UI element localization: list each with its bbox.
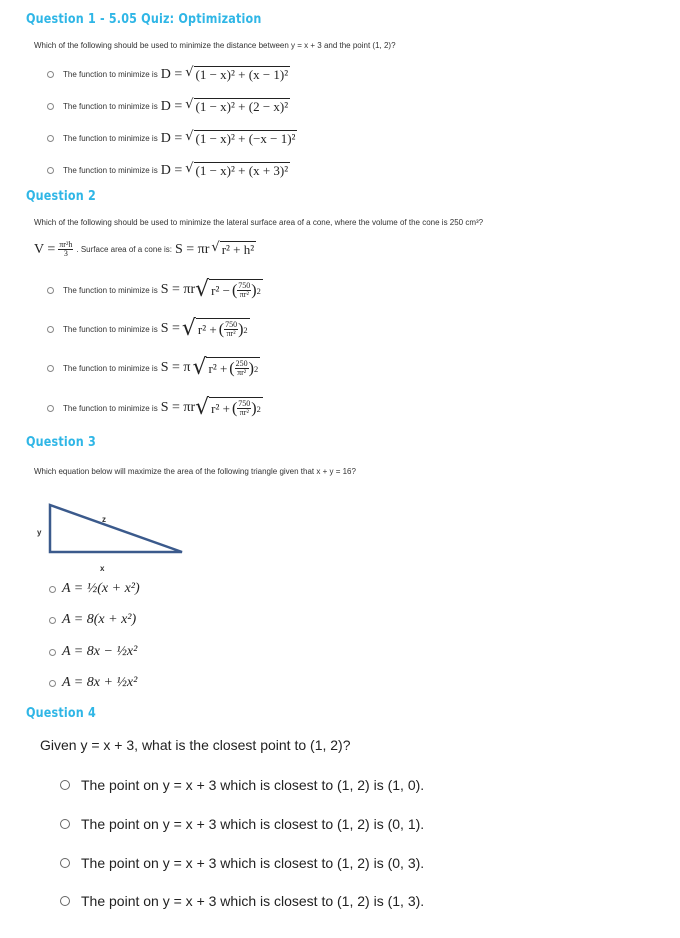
q2-option-3[interactable] (47, 357, 260, 379)
math-lhs: D = (160, 98, 183, 114)
question-1-prompt: Which of the following should be used to minimize the distance between y = x + 3 and the point (1, 2)? (34, 41, 396, 50)
q4-option-4[interactable] (60, 893, 424, 909)
numerator: 750 (238, 399, 251, 408)
denominator: πr² (226, 329, 236, 338)
label-y: y (37, 528, 42, 537)
question-4-prompt: Given y = x + 3, what is the closest point to (1, 2)? (40, 737, 351, 753)
triangle-shape (50, 505, 182, 552)
radicand: r² + h² (221, 242, 255, 257)
radio-button[interactable] (49, 649, 56, 656)
volume-lhs: V = (34, 241, 56, 257)
label-x: x (100, 564, 105, 573)
q1-option-1[interactable] (47, 66, 290, 83)
radio-button[interactable] (47, 326, 54, 333)
option-prefix: The function to minimize is (63, 403, 158, 413)
q3-option-3[interactable] (49, 644, 137, 660)
radio-button[interactable] (47, 287, 54, 294)
option-prefix: The function to minimize is (63, 285, 158, 295)
radio-button[interactable] (47, 103, 54, 110)
sqrt-expression: √ r² − ( $\frac{750}{\text{πr²}}$ ) 2 (195, 277, 261, 302)
denominator: πr² (237, 368, 247, 377)
q1-option-3[interactable] (47, 130, 297, 147)
radio-button[interactable] (47, 405, 54, 412)
r-term: r² + (208, 360, 228, 376)
option-prefix: The function to minimize is (63, 102, 158, 111)
sqrt-expression: √ r² + ( $\frac{250}{\text{πr²}}$ ) 2 (192, 355, 259, 380)
volume-denominator: 3 (63, 249, 68, 258)
triangle-diagram (30, 500, 200, 580)
option-label: The point on y = x + 3 which is closest to (1, 2) is (0, 3). (81, 855, 425, 871)
question-2-title: Question 2 (26, 189, 96, 204)
option-equation: A = 8x − ½x² (62, 644, 138, 659)
sqrt-expression: √ (1 − x)² + (x − 1)² (185, 65, 289, 82)
q4-option-1[interactable] (60, 777, 424, 793)
numerator: 250 (235, 359, 248, 368)
option-prefix: The function to minimize is (63, 363, 158, 373)
q2-option-1[interactable] (47, 279, 263, 301)
radio-button[interactable] (47, 71, 54, 78)
question-3-title: Question 3 (26, 435, 96, 450)
q1-option-2[interactable] (47, 98, 290, 115)
label-z: z (102, 515, 106, 524)
radio-button[interactable] (49, 617, 56, 624)
radio-button[interactable] (60, 780, 70, 790)
math-lhs: S = πr (160, 400, 196, 415)
sqrt-expression: √ r² + ( $\frac{750}{\text{πr²}}$ ) 2 (195, 395, 261, 420)
surface-lhs: S = πr (174, 241, 210, 257)
option-equation: A = 8x + ½x² (62, 675, 138, 690)
math-lhs: S = πr (160, 282, 196, 297)
radio-button[interactable] (47, 365, 54, 372)
radicand: (1 − x)² + (2 − x)² (195, 99, 289, 114)
radio-button[interactable] (60, 858, 70, 868)
question-2-prompt: Which of the following should be used to minimize the lateral surface area of a cone, where the volume of the cone is 250 cm³? (34, 218, 484, 227)
numerator: 750 (225, 320, 238, 329)
r-term: r² + (197, 321, 217, 337)
option-label: The point on y = x + 3 which is closest to (1, 2) is (1, 3). (81, 893, 425, 909)
question-3-prompt: Which equation below will maximize the area of the following triangle given that x + y = 16? (34, 467, 356, 476)
q3-option-1[interactable] (49, 581, 140, 597)
radio-button[interactable] (47, 135, 54, 142)
question-1-title: Question 1 - 5.05 Quiz: Optimization (26, 12, 262, 27)
denominator: πr² (239, 290, 249, 299)
q4-option-2[interactable] (60, 816, 424, 832)
radicand: (1 − x)² + (x + 3)² (195, 163, 289, 178)
denominator: πr² (239, 408, 249, 417)
question-4-title: Question 4 (26, 706, 96, 721)
math-lhs: D = (160, 162, 183, 178)
volume-fraction (58, 241, 73, 258)
r-term: r² + (211, 400, 230, 416)
sqrt-expression: √ (1 − x)² + (−x − 1)² (185, 129, 296, 146)
q1-option-4[interactable] (47, 162, 290, 179)
option-label: The point on y = x + 3 which is closest to (1, 2) is (1, 0). (81, 777, 425, 793)
radicand: (1 − x)² + (x − 1)² (195, 67, 289, 82)
radio-button[interactable] (49, 680, 56, 687)
radio-button[interactable] (49, 586, 56, 593)
radicand: (1 − x)² + (−x − 1)² (195, 131, 296, 146)
math-lhs: S = (160, 321, 180, 336)
option-prefix: The function to minimize is (63, 134, 158, 143)
sqrt-expression: √ r² + ( $\frac{750}{\text{πr²}}$ ) 2 (181, 316, 248, 341)
radio-button[interactable] (47, 167, 54, 174)
q2-option-4[interactable] (47, 397, 263, 419)
q3-option-4[interactable] (49, 675, 137, 691)
sqrt-expression: √ (1 − x)² + (x + 3)² (185, 161, 289, 178)
surface-label: . Surface area of a cone is: (76, 245, 172, 254)
math-lhs: D = (160, 130, 183, 146)
r-term: r² − (211, 282, 230, 298)
option-prefix: The function to minimize is (63, 324, 158, 334)
math-lhs: S = π (160, 360, 191, 375)
radio-button[interactable] (60, 819, 70, 829)
sqrt-expression: √ r² + h² (211, 240, 255, 257)
numerator: 750 (238, 281, 251, 290)
option-prefix: The function to minimize is (63, 166, 158, 175)
sqrt-expression: √ (1 − x)² + (2 − x)² (185, 97, 289, 114)
radio-button[interactable] (60, 896, 70, 906)
option-prefix: The function to minimize is (63, 70, 158, 79)
q4-option-3[interactable] (60, 855, 424, 871)
volume-numerator: πr²h (59, 240, 73, 249)
q2-option-2[interactable] (47, 318, 250, 340)
q3-option-2[interactable] (49, 612, 136, 628)
cone-formulas (34, 241, 256, 258)
option-equation: A = ½(x + x²) (62, 581, 140, 596)
option-label: The point on y = x + 3 which is closest to (1, 2) is (0, 1). (81, 816, 425, 832)
math-lhs: D = (160, 66, 183, 82)
option-equation: A = 8(x + x²) (62, 612, 137, 627)
